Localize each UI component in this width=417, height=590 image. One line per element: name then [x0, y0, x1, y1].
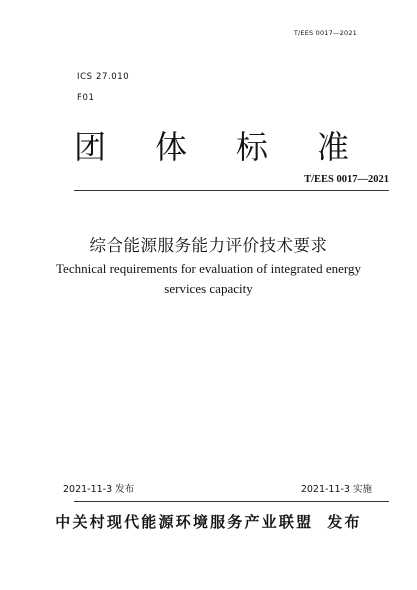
ics-code: ICS 27.010 — [77, 72, 130, 82]
top-divider — [74, 190, 389, 191]
publisher-name: 中关村现代能源环境服务产业联盟 — [55, 513, 314, 531]
standard-number: T/EES 0017—2021 — [304, 174, 389, 185]
publisher-line — [0, 511, 417, 532]
category-char: 标 — [235, 128, 268, 166]
issue-date: 2021-11-3 发布 — [63, 484, 135, 495]
implementation-date: 2021-11-3 实施 — [300, 484, 372, 495]
bottom-divider — [74, 501, 389, 502]
standard-category-title — [74, 129, 349, 165]
category-char: 准 — [316, 128, 349, 166]
publish-action: 发布 — [327, 513, 362, 531]
classification-code: F01 — [77, 93, 95, 103]
title-english-line-2: services capacity — [164, 281, 253, 296]
header-standard-code: T/EES 0017—2021 — [293, 29, 357, 37]
category-char: 团 — [74, 128, 107, 166]
category-char: 体 — [154, 128, 187, 166]
title-english-line-1: Technical requirements for evaluation of integrated energy — [56, 261, 361, 276]
title-chinese: 综合能源服务能力评价技术要求 — [89, 236, 328, 255]
